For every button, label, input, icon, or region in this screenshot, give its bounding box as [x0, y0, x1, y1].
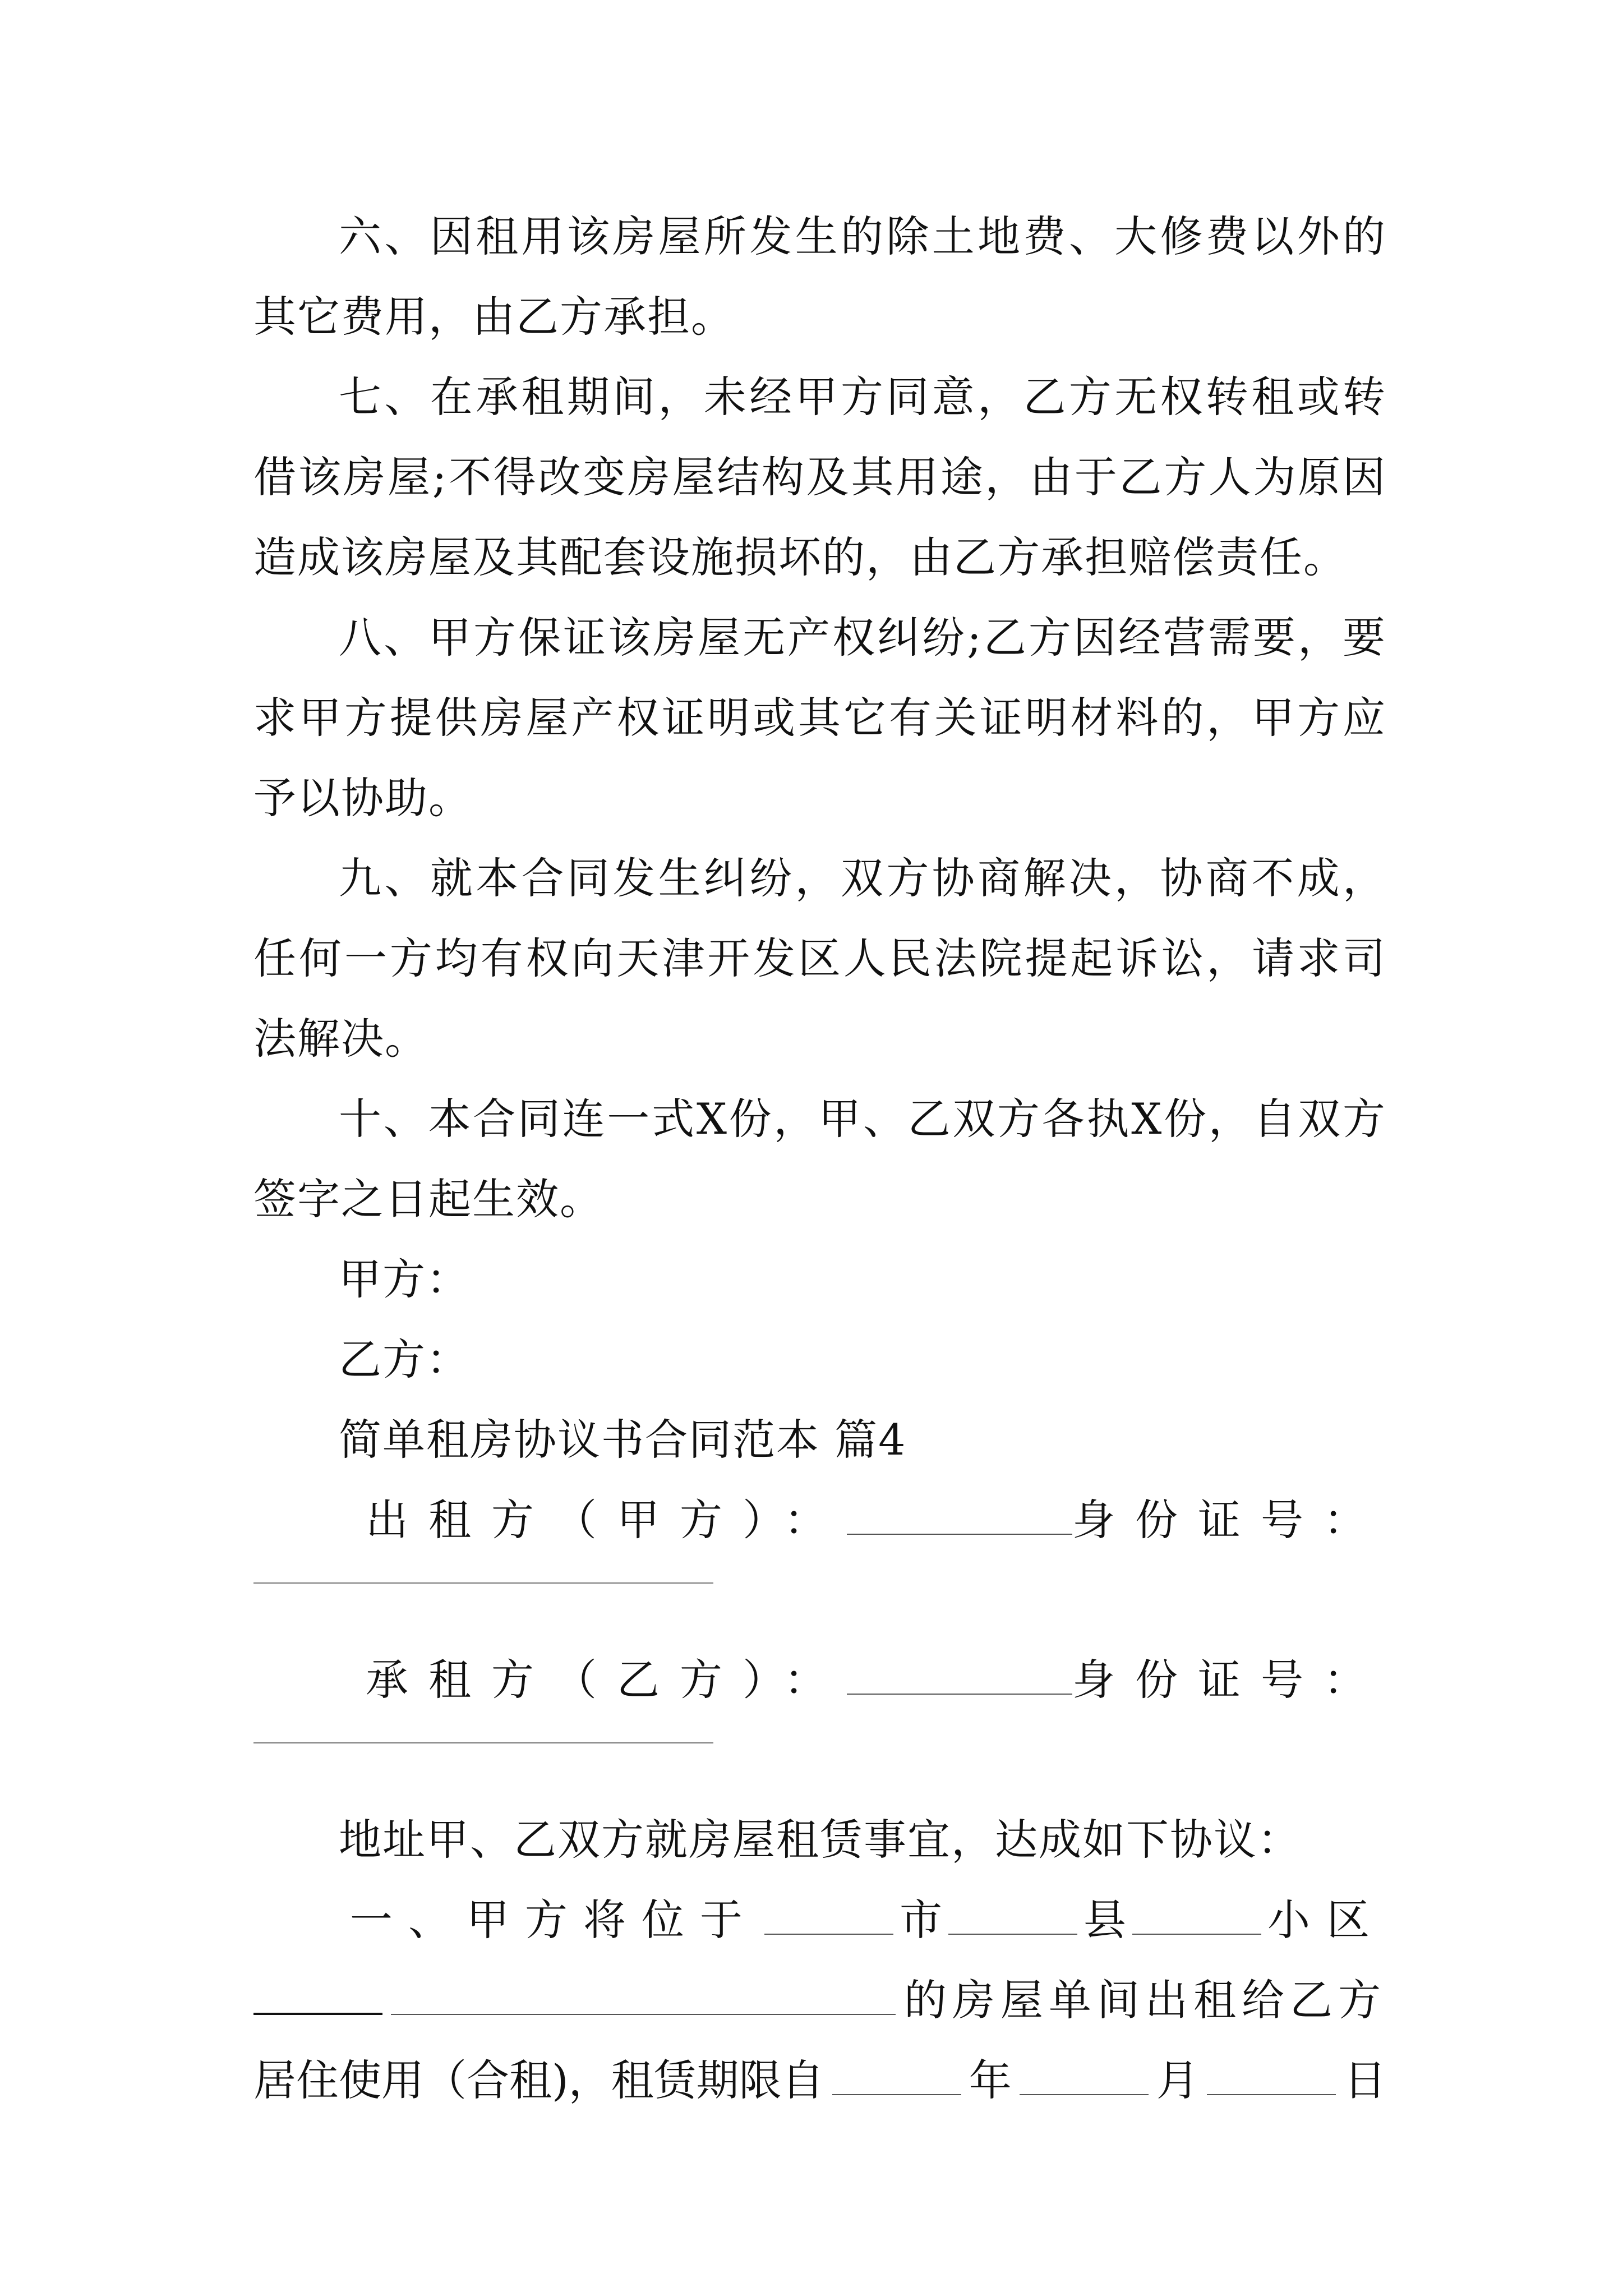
day-label: 日 [1343, 2055, 1386, 2105]
signature-party-a: 甲方： [339, 1254, 470, 1304]
month-blank[interactable] [1020, 2060, 1149, 2095]
lessee-id-label: 身份证号： [1072, 1655, 1386, 1705]
lessor-id-blank[interactable] [253, 1582, 713, 1584]
community-blank[interactable] [1132, 1900, 1261, 1935]
lessee-label: 承租方（乙方）： [366, 1655, 847, 1705]
clause-1-line-3 [253, 2040, 1386, 2120]
clause-1-line-2 [253, 1960, 1386, 2040]
month-label: 月 [1156, 2055, 1199, 2105]
lessor-label: 出租方（甲方）： [366, 1495, 847, 1545]
community-label: 小区 [1267, 1895, 1386, 1945]
dash-rule [253, 2013, 382, 2015]
lessor-id-label: 身份证号： [1072, 1495, 1386, 1545]
clause-1-part-2: 的房屋单间出租给乙方 [904, 1975, 1386, 2025]
agreement-intro: 地址甲、乙双方就房屋租赁事宜，达成如下协议： [339, 1815, 1301, 1865]
county-label: 县 [1083, 1895, 1126, 1945]
lessor-name-blank[interactable] [847, 1500, 1072, 1535]
day-blank[interactable] [1207, 2060, 1336, 2095]
clause-9: 九、就本合同发生纠纷，双方协商解决，协商不成，任何一方均有权向天津开发区人民法院提起诉讼，请求司法解决。 [253, 853, 1386, 1064]
year-blank[interactable] [832, 2060, 961, 2095]
city-blank[interactable] [764, 1900, 893, 1935]
clause-1-part-3: 居住使用（合租)，租赁期限自 [253, 2055, 824, 2105]
address-blank[interactable] [391, 1980, 896, 2015]
city-label: 市 [900, 1895, 942, 1945]
clause-1-part-1: 一、甲方将位于 [350, 1895, 758, 1945]
section-title: 简单租房协议书合同范本 篇4 [339, 1415, 907, 1465]
signature-party-b: 乙方： [339, 1335, 470, 1384]
lessor-line [253, 1480, 1386, 1560]
lessee-line [253, 1640, 1386, 1720]
lessee-name-blank[interactable] [847, 1660, 1072, 1695]
document-body [253, 196, 1386, 2120]
clause-10: 十、本合同连一式X份，甲、乙双方各执X份，自双方签字之日起生效。 [253, 1094, 1386, 1224]
clause-6: 六、因租用该房屋所发生的除土地费、大修费以外的其它费用，由乙方承担。 [253, 211, 1386, 342]
year-label: 年 [969, 2055, 1012, 2105]
lessee-id-blank[interactable] [253, 1742, 713, 1743]
clause-8: 八、甲方保证该房屋无产权纠纷;乙方因经营需要，要求甲方提供房屋产权证明或其它有关证明材料的，甲方应予以协助。 [253, 613, 1386, 823]
clause-7: 七、在承租期间，未经甲方同意，乙方无权转租或转借该房屋;不得改变房屋结构及其用途，由于乙方人为原因造成该房屋及其配套设施损坏的，由乙方承担赔偿责任。 [253, 372, 1386, 582]
clause-1-line-1 [253, 1880, 1386, 1960]
county-blank[interactable] [948, 1900, 1077, 1935]
